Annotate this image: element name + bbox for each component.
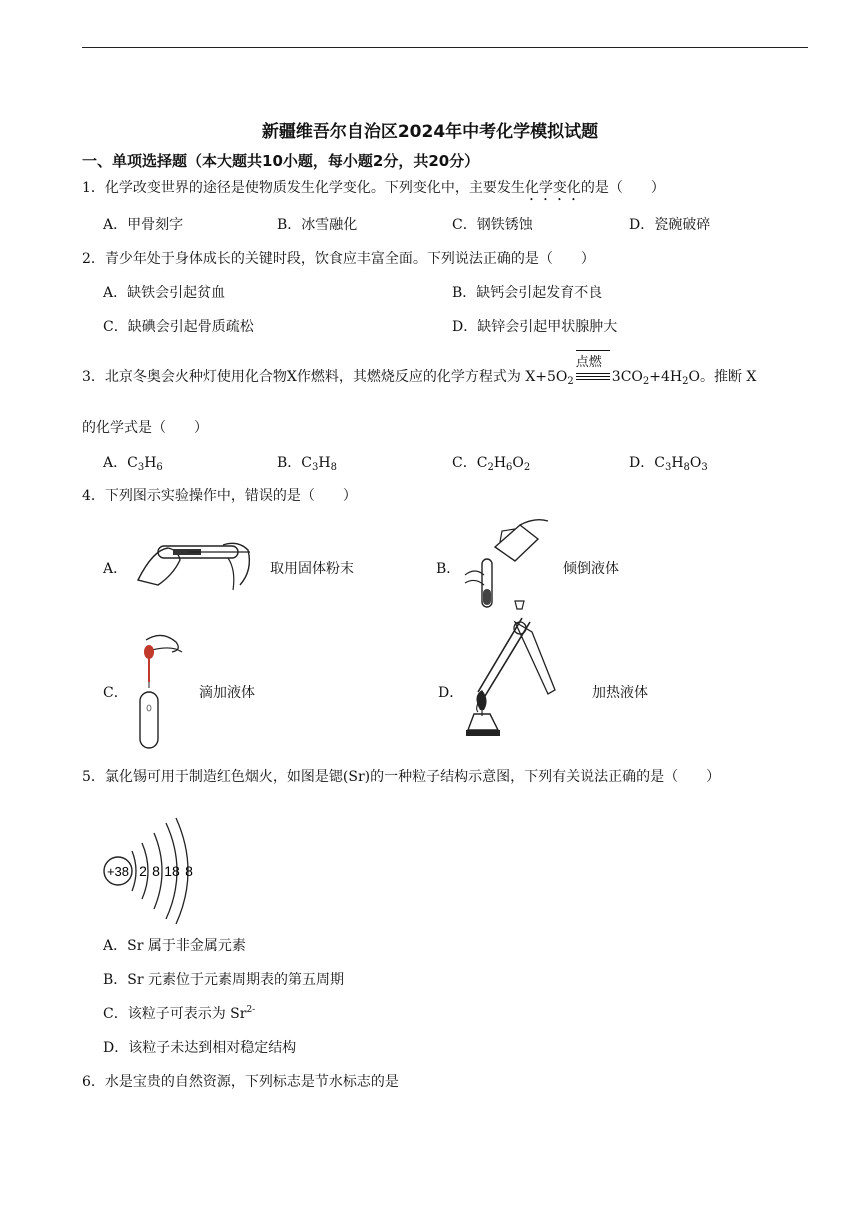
- atomic-structure-diagram: [100, 808, 200, 924]
- q4-option-b-caption: 倾倒液体: [563, 561, 619, 577]
- pouring-liquid-illustration: [460, 517, 555, 614]
- q1-option-c[interactable]: C．钢铁锈蚀: [452, 217, 533, 233]
- q5-option-d[interactable]: D．该粒子未达到相对稳定结构: [103, 1040, 297, 1056]
- q1-option-d[interactable]: D．瓷碗破碎: [629, 217, 711, 233]
- heating-liquid-illustration: [460, 612, 562, 742]
- q4-option-b-letter[interactable]: B．: [436, 561, 461, 577]
- shell-3: 18: [164, 863, 180, 879]
- q4-option-d-letter[interactable]: D．: [438, 685, 464, 701]
- emphasis-text: 化学变化: [524, 180, 581, 196]
- q3-option-a[interactable]: A．$C_3H_6$: [103, 455, 163, 473]
- q4-option-c-caption: 滴加液体: [199, 685, 255, 701]
- question-4-stem: 4．下列图示实验操作中，错误的是（ ）: [82, 488, 357, 504]
- shell-1: 2: [139, 863, 147, 879]
- q4-option-d-caption: 加热液体: [592, 685, 648, 701]
- q2-option-c[interactable]: C．缺碘会引起骨质疏松: [103, 319, 254, 335]
- q5-option-a[interactable]: A．Sr 属于非金属元素: [103, 938, 246, 954]
- q1-option-b[interactable]: B．冰雪融化: [277, 217, 358, 233]
- page-title: 新疆维吾尔自治区2024年中考化学模拟试题: [261, 122, 599, 142]
- q2-option-d[interactable]: D．缺锌会引起甲状腺肿大: [452, 319, 618, 335]
- q4-option-c-letter[interactable]: C．: [103, 685, 128, 701]
- q3-option-c[interactable]: C．$C_2H_6O_2$: [452, 455, 531, 473]
- question-5-stem: 5．氯化锡可用于制造红色烟火，如图是锶(Sr)的一种粒子结构示意图，下列有关说法正确的是（ ）: [82, 769, 721, 785]
- question-3-stem-line2: 的化学式是（ ）: [82, 420, 208, 436]
- q3-option-d[interactable]: D．$C_3H_8O_3$: [629, 455, 708, 473]
- header-rule: [82, 47, 808, 48]
- reaction-condition: 点燃: [576, 350, 610, 370]
- shell-4: 8: [185, 863, 193, 879]
- q5-option-c[interactable]: C．该粒子可表示为 $Sr^{2-}$: [103, 1005, 256, 1022]
- question-6-stem: 6．水是宝贵的自然资源，下列标志是节水标志的是: [82, 1074, 399, 1090]
- dropper-illustration: [132, 630, 187, 752]
- q3-option-b[interactable]: B．$C_3H_8$: [277, 455, 337, 473]
- section-heading: 一、单项选择题（本大题共10小题，每小题2分，共20分）: [82, 152, 480, 170]
- q2-option-b[interactable]: B．缺钙会引起发育不良: [452, 285, 603, 301]
- q5-option-b[interactable]: B．Sr 元素位于元素周期表的第五周期: [103, 972, 345, 988]
- shell-2: 8: [152, 863, 160, 879]
- q4-option-a-letter[interactable]: A．: [103, 561, 128, 577]
- question-1-stem: 1．化学改变世界的途径是使物质发生化学变化。下列变化中，主要发生化学变化的是（ ）: [82, 180, 665, 196]
- powder-tube-illustration: [128, 530, 260, 600]
- nucleus-charge: +38: [106, 864, 130, 879]
- q4-option-a-caption: 取用固体粉末: [270, 561, 354, 577]
- q1-option-a[interactable]: A．甲骨刻字: [103, 217, 184, 233]
- reaction-arrow: [575, 355, 610, 382]
- question-3-stem: 3．北京冬奥会火种灯使用化合物X作燃料，其燃烧反应的化学方程式为 $X+5O_2$ 点燃 $3CO_2+4H_2O$。推断 X: [82, 366, 756, 387]
- q2-option-a[interactable]: A．缺铁会引起贫血: [103, 285, 226, 301]
- question-2-stem: 2．青少年处于身体成长的关键时段，饮食应丰富全面。下列说法正确的是（ ）: [82, 251, 595, 267]
